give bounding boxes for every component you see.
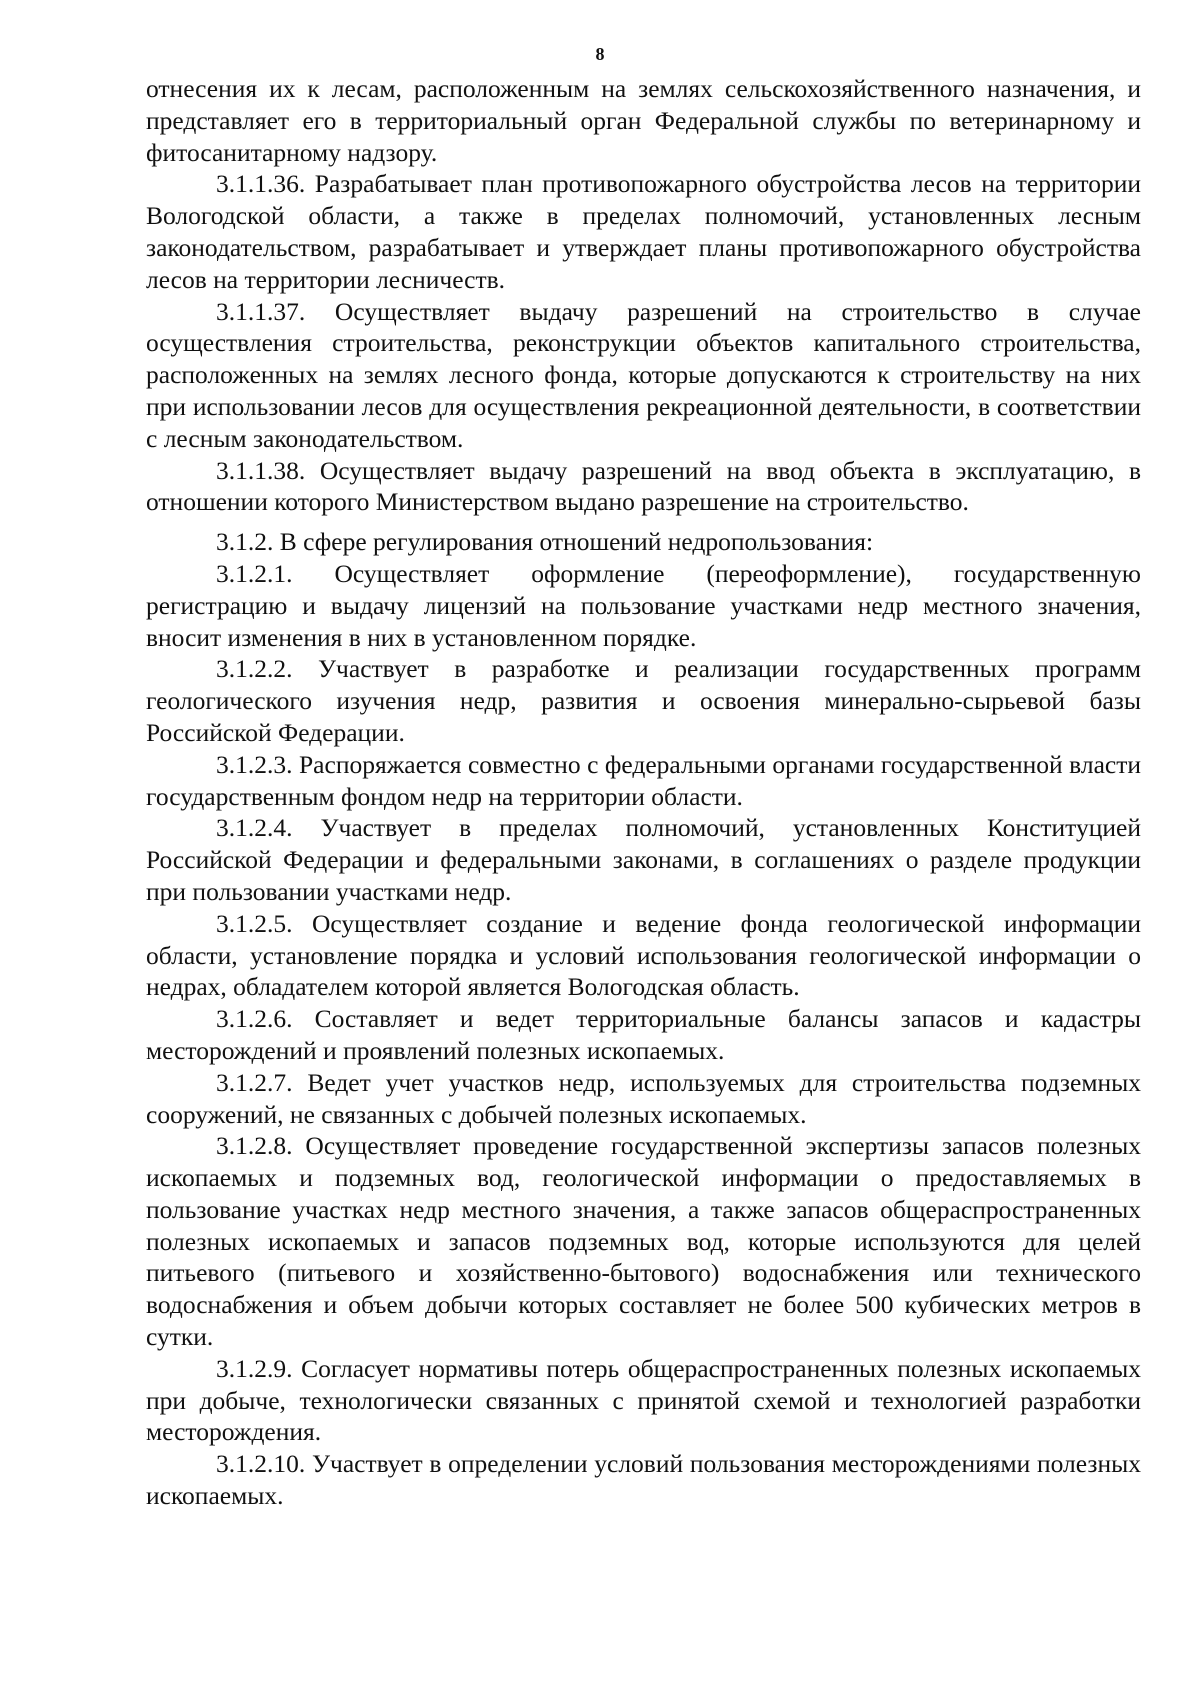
- paragraph-3-1-1-37: 3.1.1.37. Осуществляет выдачу разрешений на строительство в случае осуществления строительства, реконструкции объектов капитального строительства, расположенных на землях лесного фонда, которые допускаются к строительству на них при использовании лесов для осуществления рекреационной деятельности, в соответствии с лесным законодательством.: [146, 296, 1141, 453]
- paragraph-3-1-2-4: 3.1.2.4. Участвует в пределах полномочий, установленных Конституцией Российской Федерации и федеральными законами, в соглашениях о разделе продукции при пользовании участками недр.: [146, 813, 1141, 906]
- paragraph-3-1-2-7: 3.1.2.7. Ведет учет участков недр, используемых для строительства подземных сооружений, не связанных с добычей полезных ископаемых.: [146, 1067, 1141, 1129]
- paragraph-3-1-1-36: 3.1.1.36. Разрабатывает план противопожарного обустройства лесов на территории Вологодской области, а также в пределах полномочий, установленных лесным законодательством, разрабатывает и утверждает планы противопожарного обустройства лесов на территории лесничеств.: [146, 169, 1141, 294]
- paragraph-3-1-2-2: 3.1.2.2. Участвует в разработке и реализации государственных программ геологического изучения недр, развития и освоения минерально-сырьевой базы Российской Федерации.: [146, 654, 1141, 747]
- paragraph-3-1-2-10: 3.1.2.10. Участвует в определении условий пользования месторождениями полезных ископаемых.: [146, 1449, 1141, 1511]
- page-number: 8: [595, 44, 605, 64]
- paragraph-3-1-2-5: 3.1.2.5. Осуществляет создание и ведение фонда геологической информации области, установление порядка и условий использования геологической информации о недрах, обладателем которой является Вологодская область.: [146, 908, 1141, 1002]
- paragraph-3-1-2-6: 3.1.2.6. Составляет и ведет территориальные балансы запасов и кадастры месторождений и проявлений полезных ископаемых.: [146, 1004, 1141, 1065]
- paragraph-continuation: отнесения их к лесам, расположенным на землях сельскохозяйственного назначения, и представляет его в территориальный орган Федеральной службы по ветеринарному и фитосанитарному надзору.: [146, 74, 1141, 167]
- paragraph-3-1-1-38: 3.1.1.38. Осуществляет выдачу разрешений на ввод объекта в эксплуатацию, в отношении которого Министерством выдано разрешение на строительство.: [146, 455, 1141, 517]
- paragraph-3-1-2-8: 3.1.2.8. Осуществляет проведение государственной экспертизы запасов полезных ископаемых и подземных вод, геологической информации о предоставляемых в пользование участках недр местного значения, а также запасов общераспространенных полезных ископаемых и запасов подземных вод, которые используются для целей питьевого (питьевого и хозяйственно-бытового) водоснабжения или технического водоснабжения и объем добычи которых составляет не более 500 кубических метров в сутки.: [146, 1131, 1141, 1352]
- document-body: [146, 73, 1141, 1512]
- paragraph-3-1-2-1: 3.1.2.1. Осуществляет оформление (переоформление), государственную регистрацию и выдачу лицензий на пользование участками недр местного значения, вносит изменения в них в установленном порядке.: [146, 558, 1141, 652]
- section-heading-3-1-2: 3.1.2. В сфере регулирования отношений недропользования:: [216, 527, 874, 557]
- paragraph-3-1-2-9: 3.1.2.9. Согласует нормативы потерь общераспространенных полезных ископаемых при добыче, технологически связанных с принятой схемой и технологией разработки месторождения.: [146, 1353, 1141, 1447]
- paragraph-3-1-2-3: 3.1.2.3. Распоряжается совместно с федеральными органами государственной власти государственным фондом недр на территории области.: [146, 749, 1141, 811]
